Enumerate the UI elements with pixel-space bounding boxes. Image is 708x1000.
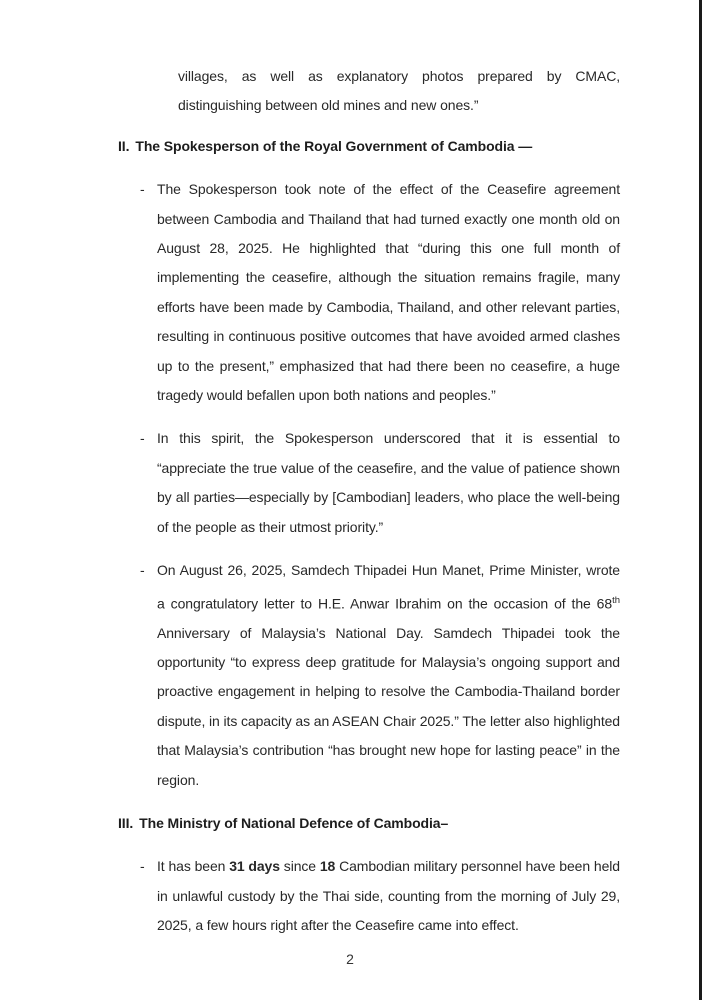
bullet-item (140, 424, 620, 542)
bullet-dash: - (140, 858, 145, 875)
section-2-bullet-list (140, 175, 620, 795)
superscript-ordinal: th (612, 594, 620, 606)
bullet-text: It has been (157, 858, 230, 875)
bullet-dash: - (140, 562, 145, 579)
intro-continuation-paragraph: villages, as well as explanatory photos prepared by CMAC, distinguishing between old mines and new ones.” (178, 68, 620, 114)
section-heading-3 (118, 809, 648, 838)
bullet-item (140, 556, 620, 795)
bold-count: 18 (319, 858, 336, 875)
bullet-dash: - (140, 430, 145, 447)
section-heading-2 (118, 132, 648, 161)
bullet-text: The Spokesperson took note of the effect of the Ceasefire agreement between Cambodia and Thailand that had turned exactly one month old on August 28, 2025. He highlighted that “during this one full month of implementing the ceasefire, although the situation remains fragile, many efforts have been made by Cambodia, Thailand, and other relevant parties, resulting in continuous positive outcomes that have avoided armed clashes up to the present,” emphasized that had there been no ceasefire, a huge tragedy would befallen upon both nations and peoples.” (157, 181, 620, 404)
bullet-text: On August 26, 2025, Samdech Thipadei Hun Manet, Prime Minister, wrote a congratulatory letter to H.E. Anwar Ibrahim on the occasion of the 68 (157, 562, 620, 612)
section-numeral: III. (118, 815, 134, 831)
section-title: The Ministry of National Defence of Cambodia– (139, 815, 449, 831)
bullet-text: Cambodian military personnel have been held in unlawful custody by the Thai side, counting from the morning of July 29, 2025, a few hours right after the Ceasefire came into effect. (157, 858, 620, 934)
bullet-item (140, 852, 620, 940)
bullet-text: In this spirit, the Spokesperson underscored that it is essential to “appreciate the true value of the ceasefire, and the value of patience shown by all parties—especially by [Cambodian] leaders, who place the well-being of the people as their utmost priority.” (157, 430, 620, 535)
bold-duration: 31 days (229, 858, 280, 875)
bullet-item (140, 175, 620, 410)
section-title: The Spokesperson of the Royal Government of Cambodia — (135, 137, 533, 154)
section-numeral: II. (118, 137, 130, 154)
section-3-bullet-list (140, 852, 620, 940)
bullet-dash: - (140, 181, 145, 198)
page-number: 2 (346, 951, 354, 967)
bullet-text: since (279, 858, 320, 875)
scan-edge-line (699, 0, 702, 1000)
bullet-text: Anniversary of Malaysia’s National Day. Samdech Thipadei took the opportunity “to express deep gratitude for Malaysia’s ongoing support and proactive engagement in helping to resolve the Cambodia-Thailand border dispute, in its capacity as an ASEAN Chair 2025.” The letter also highlighted that Malaysia’s contribution “has brought new hope for lasting peace” in the region. (157, 624, 620, 788)
